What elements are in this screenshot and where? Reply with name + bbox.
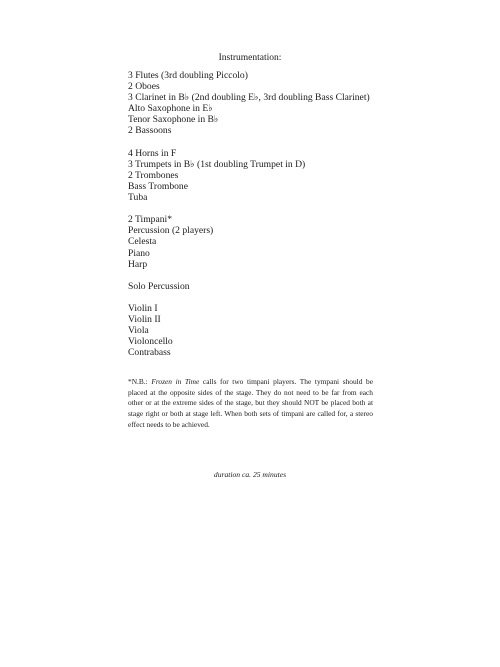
brass-group	[128, 148, 428, 203]
instrument-line: Piano	[128, 247, 150, 259]
instrument-line: Tuba	[128, 192, 148, 204]
note-prefix: *N.B.:	[128, 377, 152, 386]
instrument-line: Violoncello	[128, 336, 173, 348]
instrument-line: Bass Trombone	[128, 180, 188, 192]
instrument-line: 2 Timpani*	[128, 214, 172, 226]
percussion-keyboard-group	[128, 214, 428, 269]
strings-group	[128, 303, 428, 358]
instrument-line: Violin II	[128, 314, 161, 326]
instrument-line: Viola	[128, 325, 149, 337]
instrument-line: 2 Bassoons	[128, 125, 172, 137]
instrument-list	[128, 70, 428, 370]
instrument-line: Celesta	[128, 236, 157, 248]
instrument-line: 3 Clarinet in B♭ (2nd doubling E♭, 3rd doubling Bass Clarinet)	[128, 92, 370, 104]
instrument-line: Percussion (2 players)	[128, 225, 214, 237]
instrument-line: Solo Percussion	[128, 280, 190, 292]
instrument-line: Contrabass	[128, 347, 171, 359]
note-work-title: Frozen in Time	[151, 377, 200, 386]
instrument-line: Tenor Saxophone in B♭	[128, 114, 219, 126]
instrument-line: Alto Saxophone in E♭	[128, 103, 213, 115]
instrument-line: 2 Trombones	[128, 169, 179, 181]
page-title: Instrumentation:	[218, 53, 282, 63]
instrument-line: 3 Flutes (3rd doubling Piccolo)	[128, 70, 248, 81]
instrument-line: 4 Horns in F	[128, 147, 177, 159]
instrument-line: 3 Trumpets in B♭ (1st doubling Trumpet in D)	[128, 158, 306, 170]
instrument-line: Violin I	[128, 302, 158, 314]
note-text: calls for two timpani players. The tympani should be placed at the opposite sides of the stage. They do not need to be far from each other or at the extreme sides of the stage, but they should NOT be placed both at stage right or both at stage left. When both sets of timpani are called for, a stereo effect needs to be achieved.	[128, 377, 373, 429]
duration-text: duration ca. 25 minutes	[213, 470, 287, 479]
timpani-note	[128, 377, 373, 431]
soloist-group	[128, 281, 428, 292]
instrument-line: Harp	[128, 258, 148, 270]
instrument-line: 2 Oboes	[128, 81, 160, 93]
woodwinds-group	[128, 70, 428, 137]
